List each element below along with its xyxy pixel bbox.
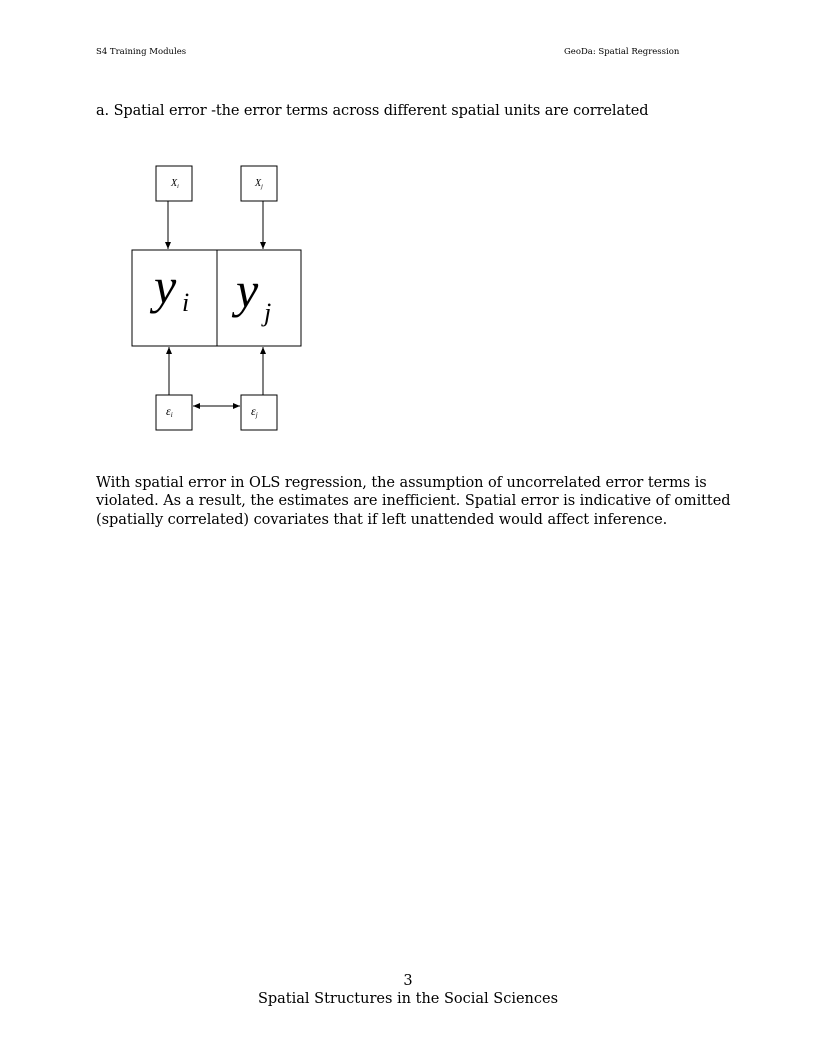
section-heading: a. Spatial error -the error terms across different spatial units are correlated [96, 103, 649, 119]
y-j-subscript: j [264, 298, 272, 327]
paragraph-line: (spatially correlated) covariates that if left unattended would affect inference. [96, 511, 668, 528]
y-i-label: y [154, 258, 177, 314]
page-footer [0, 972, 816, 1008]
y-i-subscript: i [182, 288, 190, 317]
paragraph-line: violated. As a result, the estimates are inefficient. Spatial error is indicative of omitted [96, 493, 731, 510]
page-number: 3 [403, 973, 413, 989]
y-j-box [217, 250, 301, 346]
footer-title: Spatial Structures in the Social Sciences [257, 991, 559, 1007]
eps-j-label: εj [251, 404, 258, 419]
eps-i-box [156, 395, 192, 430]
header-right: GeoDa: Spatial Regression [564, 47, 680, 57]
y-j-label: y [236, 262, 259, 318]
x-i-label: $X_i$ [171, 178, 179, 190]
eps-i-label: εi [166, 404, 173, 419]
x-j-label: $X_j$ [255, 178, 263, 190]
paragraph-line: With spatial error in OLS regression, the assumption of uncorrelated error terms is [96, 475, 707, 491]
header-left: S4 Training Modules [96, 47, 187, 57]
body-paragraph [96, 474, 736, 529]
eps-j-box [241, 395, 277, 430]
